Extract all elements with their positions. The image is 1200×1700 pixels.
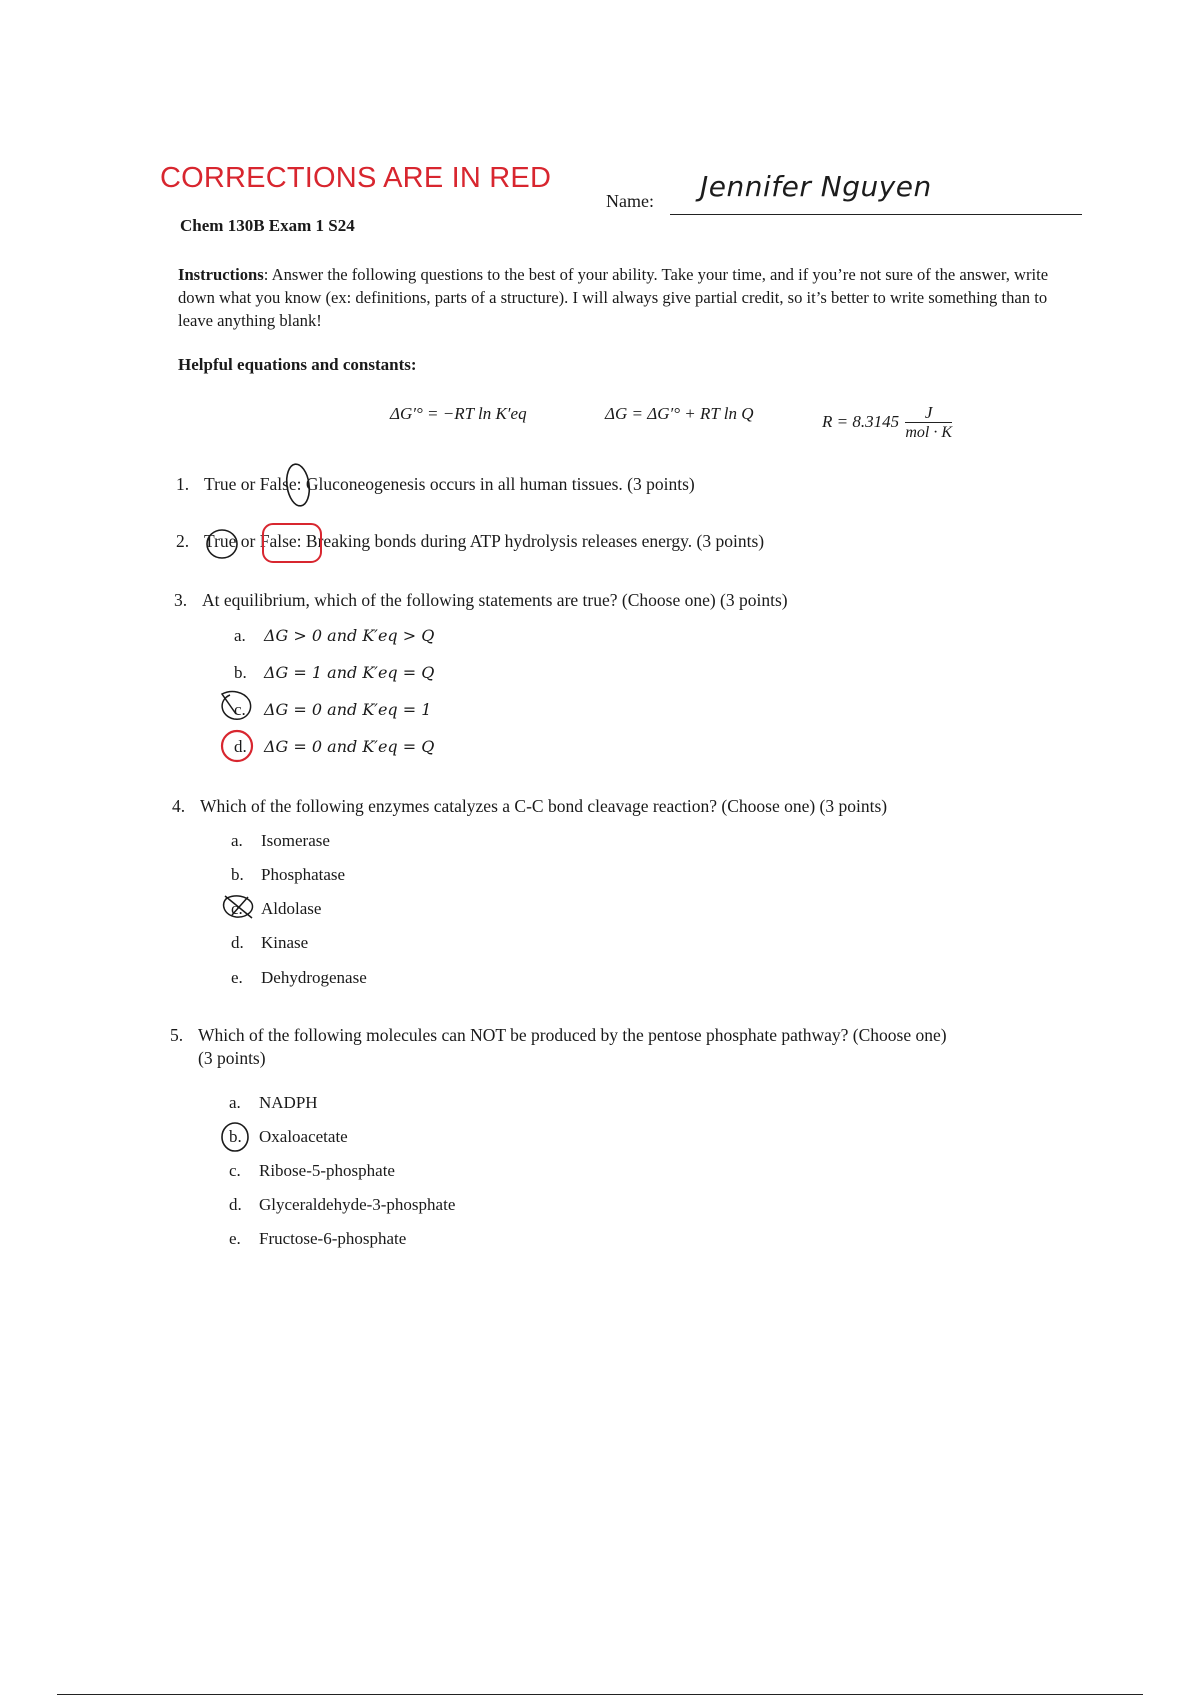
q5-option-b [229,1127,348,1147]
exam-title: Chem 130B Exam 1 S24 [180,216,355,235]
option-letter: c. [231,899,243,918]
gas-constant-units [905,404,952,442]
question-text: Which of the following enzymes catalyzes a C-C bond cleavage reaction? (Choose one) (3 points) [200,796,888,816]
question-2 [176,531,764,552]
option-text: Ribose-5-phosphate [259,1161,395,1180]
page-bottom-rule [57,1694,1143,1695]
option-text: NADPH [259,1093,318,1112]
option-text: ΔG = 0 and K′eq = 1 [264,700,432,719]
question-text: True or False: Breaking bonds during ATP hydrolysis releases energy. (3 points) [204,531,765,551]
option-text: Glyceraldehyde-3-phosphate [259,1195,456,1214]
question-text: At equilibrium, which of the following statements are true? (Choose one) (3 points) [202,590,788,610]
question-5-continued [198,1048,266,1069]
equation-free-energy: ΔG = ΔG′° + RT ln Q [605,404,754,423]
option-letter: a. [234,626,246,645]
q5-option-d [229,1195,455,1215]
instructions-label: Instructions [178,265,264,284]
q4-option-a [231,831,330,851]
q4-option-d [231,933,308,953]
question-number: 2. [176,531,190,551]
question-text: Which of the following molecules can NOT be produced by the pentose phosphate pathway? (Choose one) [198,1025,947,1045]
gas-constant-value: R = 8.3145 [822,411,900,431]
gas-constant [822,404,952,442]
option-text: Dehydrogenase [261,968,367,987]
option-text: ΔG > 0 and K′eq > Q [264,626,435,645]
question-number: 3. [174,590,188,610]
option-text: Oxaloacetate [259,1127,348,1146]
q5-option-e [229,1229,406,1249]
option-letter: a. [229,1093,241,1112]
option-text: Isomerase [261,831,330,850]
option-letter: e. [231,968,243,987]
question-number: 1. [176,474,190,494]
question-text: (3 points) [198,1048,266,1068]
student-name-handwritten: Jennifer Nguyen [700,170,932,203]
units-numerator: J [905,404,952,423]
option-letter: d. [234,737,247,756]
q5-option-a [229,1093,318,1113]
question-5 [170,1025,947,1046]
question-text: True or False: Gluconeogenesis occurs in all human tissues. (3 points) [204,474,695,494]
option-letter: a. [231,831,243,850]
q5-option-c [229,1161,395,1181]
q3-option-c [234,700,431,720]
instructions-text: : Answer the following questions to the best of your ability. Take your time, and if you’re not sure of the answer, write down what you know (ex: definitions, parts of a structure). I will always give partial credit, so it’s better to write something than to leave anything blank! [178,265,1049,330]
units-denominator: mol · K [905,424,953,441]
option-letter: b. [234,663,247,682]
option-letter: b. [229,1127,242,1146]
q3-option-d [234,737,434,757]
option-text: Phosphatase [261,865,346,884]
option-text: Fructose-6-phosphate [259,1229,407,1248]
option-letter: d. [229,1195,242,1214]
option-letter: e. [229,1229,241,1248]
option-letter: c. [229,1161,241,1180]
question-number: 4. [172,796,186,816]
q4-option-e [231,968,367,988]
option-text: Aldolase [261,899,322,918]
option-text: ΔG = 1 and K′eq = Q [264,663,435,682]
instructions-paragraph [178,263,1083,332]
q4-option-c [231,899,321,919]
option-text: Kinase [261,933,309,952]
q4-option-b [231,865,345,885]
equation-standard-free-energy: ΔG′° = −RT ln K′eq [390,404,527,423]
name-label: Name: [606,191,654,211]
option-letter: c. [234,700,246,719]
question-3 [174,590,788,611]
name-underline [670,214,1082,215]
question-4 [172,796,887,817]
option-letter: d. [231,933,244,952]
equations-heading: Helpful equations and constants: [178,355,417,374]
q3-option-a [234,626,434,646]
question-number: 5. [170,1025,184,1045]
corrections-note: CORRECTIONS ARE IN RED [160,162,552,194]
question-1 [176,474,695,495]
option-text: ΔG = 0 and K′eq = Q [264,737,435,756]
q3-option-b [234,663,434,683]
option-letter: b. [231,865,244,884]
